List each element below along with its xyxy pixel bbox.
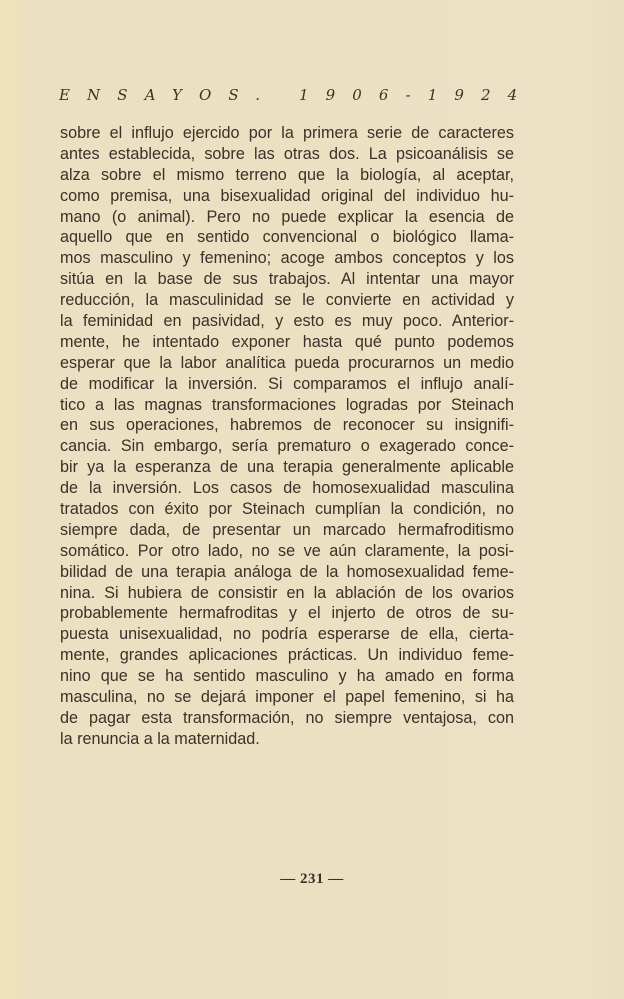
- text-line: probablemente hermafroditas y el injerto de otros de su-: [60, 604, 514, 623]
- text-line: bir ya la esperanza de una terapia generalmente aplicable: [60, 458, 514, 477]
- text-line: de modificar la inversión. Si comparamos el influjo analí-: [60, 374, 514, 393]
- text-line: cancia. Sin embargo, sería prematuro o exagerado conce-: [60, 437, 514, 456]
- text-line: la feminidad en pasividad, y esto es muy poco. Anterior-: [60, 312, 514, 331]
- text-line: mano (o animal). Pero no puede explicar la esencia de: [60, 207, 514, 226]
- text-line: tico a las magnas transformaciones logradas por Steinach: [60, 395, 514, 414]
- text-line: bilidad de una terapia análoga de la homosexualidad feme-: [60, 562, 514, 581]
- text-line: mente, he intentado exponer hasta qué punto podemos: [60, 332, 514, 351]
- text-line: mente, grandes aplicaciones prácticas. Un individuo feme-: [60, 646, 514, 665]
- body-paragraph: [60, 123, 514, 750]
- text-line: de la inversión. Los casos de homosexualidad masculina: [60, 479, 514, 498]
- text-line: aquello que en sentido convencional o biológico llama-: [60, 228, 514, 247]
- text-line: tratados con éxito por Steinach cumplían la condición, no: [60, 500, 514, 519]
- text-line: esperar que la labor analítica pueda procurarnos un medio: [60, 353, 514, 372]
- text-line: puesta unisexualidad, no podría esperarse de ella, cierta-: [60, 625, 514, 644]
- text-line: sobre el influjo ejercido por la primera serie de caracteres: [60, 124, 514, 142]
- text-line: masculina, no se dejará imponer el papel femenino, si ha: [60, 688, 514, 707]
- text-line: la renuncia a la maternidad.: [60, 729, 260, 748]
- text-line: sitúa en la base de sus trabajos. Al intentar una mayor: [60, 270, 514, 289]
- running-head: ENSAYOS. 1906-1924: [59, 86, 535, 104]
- text-line: nina. Si hubiera de consistir en la ablación de los ovarios: [60, 583, 514, 602]
- text-line: antes establecida, sobre las otras dos. La psicoanálisis se: [60, 144, 514, 163]
- text-line: siempre dada, de presentar un marcado hermafroditismo: [60, 520, 514, 539]
- text-line: reducción, la masculinidad se le convierte en actividad y: [60, 291, 514, 310]
- text-line: somático. Por otro lado, no se ve aún claramente, la posi-: [60, 541, 514, 560]
- text-line: nino que se ha sentido masculino y ha amado en forma: [60, 667, 514, 686]
- page-number: — 231 —: [280, 871, 344, 887]
- text-line: alza sobre el mismo terreno que la biología, al aceptar,: [60, 165, 514, 184]
- text-line: como premisa, una bisexualidad original del individuo hu-: [60, 186, 514, 205]
- text-line: mos masculino y femenino; acoge ambos conceptos y los: [60, 249, 514, 268]
- text-line: de pagar esta transformación, no siempre ventajosa, con: [60, 708, 514, 727]
- text-line: en sus operaciones, habremos de reconocer su insignifi-: [60, 416, 514, 435]
